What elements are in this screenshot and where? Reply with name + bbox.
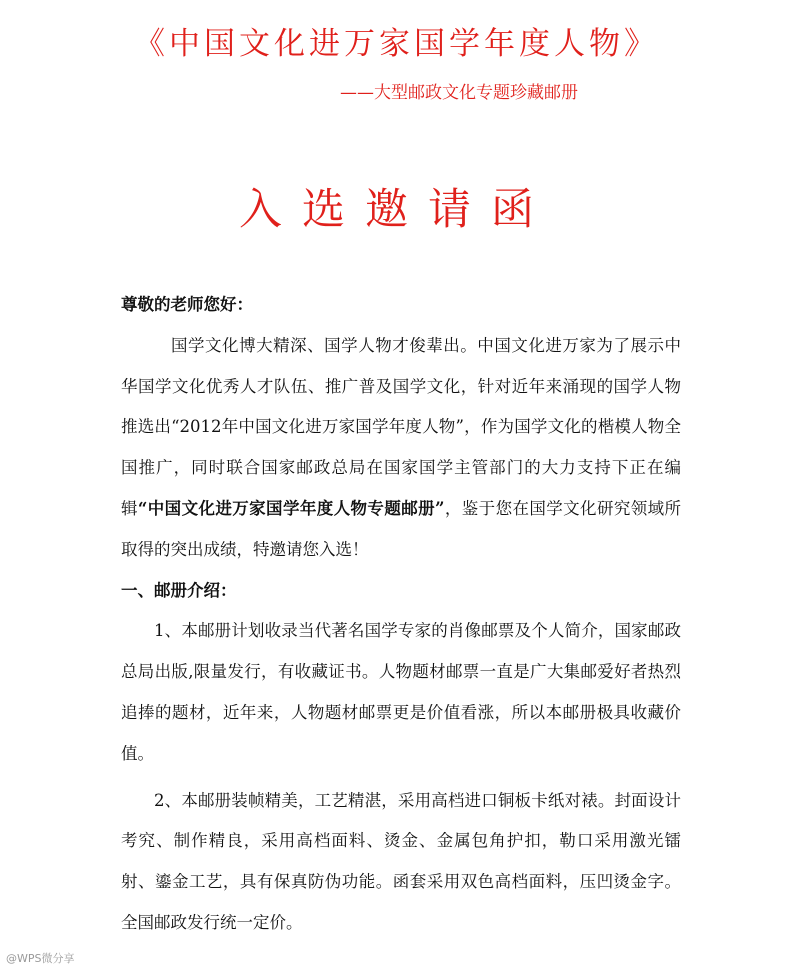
album-name: “中国文化进万家国学年度人物专题邮册”: [137, 498, 445, 518]
letter-body: [121, 285, 681, 944]
intro-text-part1: 国学文化博大精深、国学人物才俊辈出。中国文化进万家为了展示中华国学文化优秀人才队伍、推广普及国学文化，针对近年来涌现的国学人物推选出“2012年中国文化进万家国学年度人物”，作为国学文化的楷模人物全国推广，同时联合国家邮政总局在国家国学主管部门的大力支持下正在编辑: [121, 335, 681, 518]
list-item-1: 1、本邮册计划收录当代著名国学专家的肖像邮票及个人简介，国家邮政总局出版,限量发行，有收藏证书。人物题材邮票一直是广大集邮爱好者热烈追捧的题材，近年来，人物题材邮票更是价值看涨，所以本邮册极具收藏价值。: [121, 621, 681, 763]
document-title: 《中国文化进万家国学年度人物》: [134, 26, 659, 62]
list-item-2: 2、本邮册装帧精美，工艺精湛，采用高档进口铜板卡纸对裱。封面设计考究、制作精良，采用高档面料、烫金、金属包角护扣，勒口采用激光镭射、鎏金工艺，具有保真防伪功能。函套采用双色高档面料，压凹烫金字。全国邮政发行统一定价。: [121, 790, 681, 932]
invitation-heading: 入选邀请函: [239, 185, 554, 235]
intro-text-part2: ，鉴于您在国学文化研究领域所取得的突出成绩，特邀请您入选！: [121, 498, 682, 559]
intro-paragraph: [121, 326, 681, 571]
document-subtitle: ——大型邮政文化专题珍藏邮册: [340, 83, 578, 103]
wps-watermark: @WPS微分享: [6, 952, 75, 965]
greeting: 尊敬的老师您好：: [121, 295, 253, 314]
section-title: 一、邮册介绍：: [121, 580, 237, 600]
